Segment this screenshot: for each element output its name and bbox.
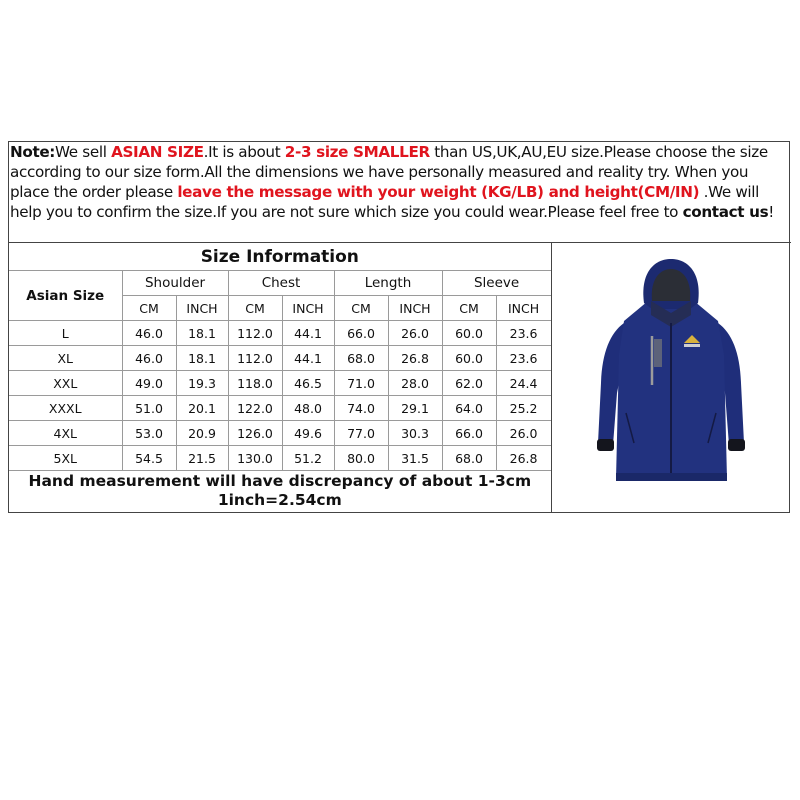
unit-header: INCH — [496, 296, 551, 321]
table-cell: 68.0 — [334, 346, 388, 371]
table-cell: 46.0 — [122, 346, 176, 371]
table-cell: 112.0 — [228, 346, 282, 371]
table-cell: 74.0 — [334, 396, 388, 421]
table-cell: 51.2 — [282, 446, 334, 471]
table-cell: 44.1 — [282, 346, 334, 371]
note-text-3: than US,UK,AU,EU size.Please choose the size according to our size form.All the dimensions we have personally measured and reality try. When you place the order please — [10, 143, 768, 201]
table-cell: 46.5 — [282, 371, 334, 396]
table-row — [9, 371, 551, 396]
measurement-footer — [9, 471, 551, 512]
table-cell: 60.0 — [442, 321, 496, 346]
table-cell: 122.0 — [228, 396, 282, 421]
size-note — [9, 142, 791, 243]
table-cell: 126.0 — [228, 421, 282, 446]
table-cell: 18.1 — [176, 346, 228, 371]
group-header-shoulder: Shoulder — [122, 271, 228, 296]
table-cell: 112.0 — [228, 321, 282, 346]
table-cell: 49.0 — [122, 371, 176, 396]
table-cell: 29.1 — [388, 396, 442, 421]
size-label: 5XL — [9, 446, 122, 471]
table-cell: 20.1 — [176, 396, 228, 421]
unit-header: INCH — [388, 296, 442, 321]
note-text-4: .We will help you to confirm the size.If you are not sure which size you could wear.Please feel free to — [10, 183, 760, 221]
asian-size-header: Asian Size — [9, 271, 122, 321]
unit-header: CM — [334, 296, 388, 321]
table-cell: 66.0 — [334, 321, 388, 346]
note-text-5: ! — [768, 203, 775, 221]
table-cell: 26.8 — [388, 346, 442, 371]
size-table — [9, 243, 552, 511]
table-cell: 25.2 — [496, 396, 551, 421]
group-header-chest: Chest — [228, 271, 334, 296]
note-label: Note: — [10, 143, 56, 161]
table-cell: 60.0 — [442, 346, 496, 371]
table-cell: 44.1 — [282, 321, 334, 346]
note-size-smaller: 2-3 size SMALLER — [284, 143, 430, 161]
table-cell: 46.0 — [122, 321, 176, 346]
jacket-image — [552, 243, 791, 513]
table-row — [9, 321, 551, 346]
table-cell: 18.1 — [176, 321, 228, 346]
size-label: XXXL — [9, 396, 122, 421]
note-contact-us: contact us — [682, 203, 769, 221]
unit-header: CM — [442, 296, 496, 321]
table-cell: 64.0 — [442, 396, 496, 421]
size-label: XL — [9, 346, 122, 371]
note-leave-message: leave the message with your weight (KG/LB) and height(CM/IN) — [177, 183, 700, 201]
unit-header: INCH — [176, 296, 228, 321]
table-cell: 23.6 — [496, 346, 551, 371]
table-cell: 26.0 — [388, 321, 442, 346]
table-cell: 26.0 — [496, 421, 551, 446]
table-row — [9, 421, 551, 446]
table-cell: 77.0 — [334, 421, 388, 446]
size-table-wrap — [9, 243, 551, 513]
size-label: XXL — [9, 371, 122, 396]
unit-header: CM — [228, 296, 282, 321]
table-cell: 80.0 — [334, 446, 388, 471]
table-cell: 68.0 — [442, 446, 496, 471]
footer-inch-conversion: 1inch=2.54cm — [217, 491, 342, 509]
product-image — [551, 243, 791, 513]
table-row — [9, 346, 551, 371]
table-cell: 54.5 — [122, 446, 176, 471]
group-header-length: Length — [334, 271, 442, 296]
table-cell: 53.0 — [122, 421, 176, 446]
table-cell: 19.3 — [176, 371, 228, 396]
table-cell: 71.0 — [334, 371, 388, 396]
size-label: L — [9, 321, 122, 346]
size-chart-panel — [8, 141, 790, 513]
note-text-2: .It is about — [203, 143, 285, 161]
note-text-1: We sell — [55, 143, 112, 161]
table-cell: 49.6 — [282, 421, 334, 446]
table-cell: 31.5 — [388, 446, 442, 471]
unit-header: INCH — [282, 296, 334, 321]
group-header-sleeve: Sleeve — [442, 271, 551, 296]
size-label: 4XL — [9, 421, 122, 446]
table-cell: 21.5 — [176, 446, 228, 471]
note-asian-size: ASIAN SIZE — [111, 143, 204, 161]
table-row — [9, 446, 551, 471]
table-row — [9, 396, 551, 421]
table-cell: 20.9 — [176, 421, 228, 446]
table-cell: 51.0 — [122, 396, 176, 421]
table-cell: 130.0 — [228, 446, 282, 471]
table-cell: 26.8 — [496, 446, 551, 471]
table-cell: 23.6 — [496, 321, 551, 346]
table-cell: 28.0 — [388, 371, 442, 396]
unit-header: CM — [122, 296, 176, 321]
table-cell: 118.0 — [228, 371, 282, 396]
table-cell: 24.4 — [496, 371, 551, 396]
table-title: Size Information — [9, 243, 551, 271]
table-cell: 66.0 — [442, 421, 496, 446]
footer-discrepancy: Hand measurement will have discrepancy of about 1-3cm — [28, 472, 532, 490]
table-cell: 30.3 — [388, 421, 442, 446]
table-cell: 48.0 — [282, 396, 334, 421]
table-cell: 62.0 — [442, 371, 496, 396]
